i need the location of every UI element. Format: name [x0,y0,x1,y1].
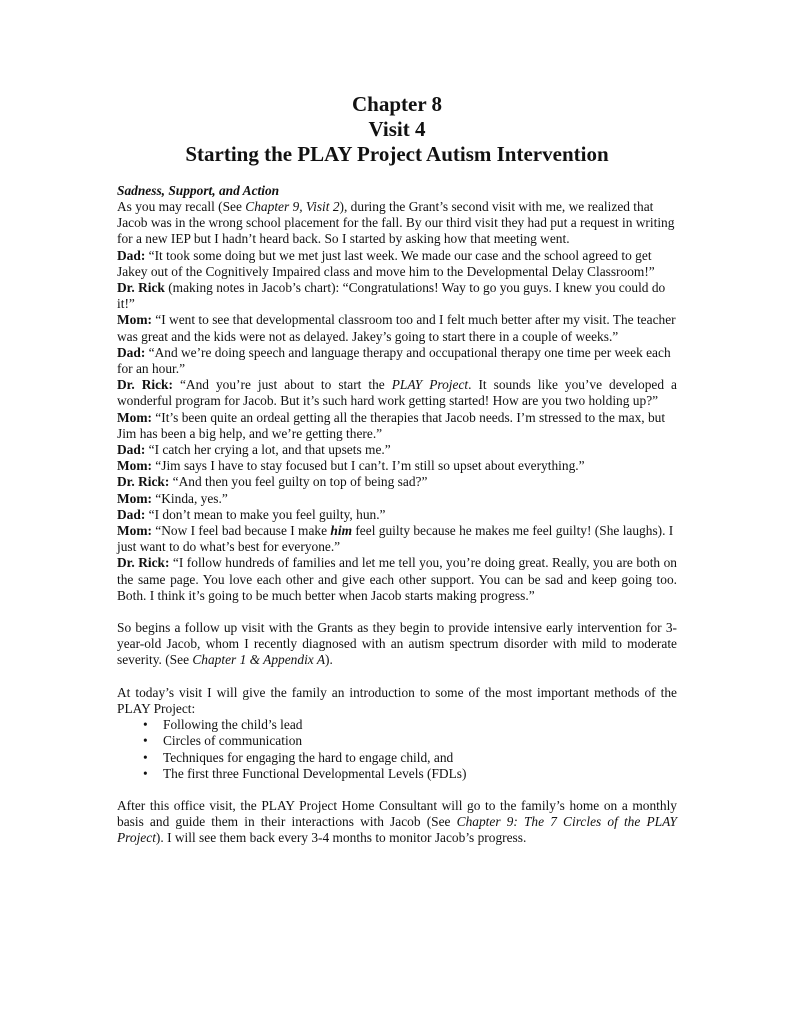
dialogue-line [117,474,677,490]
dialogue-text: “I follow hundreds of families and let me tell you, you’re doing great. Really, you are both on the same page. You love each other and give each other support. You can be sad and keep going too. Both. I think it’s going to be much better when Jacob starts making progress.” [117,555,677,603]
closing-text: After this office visit, the PLAY Project Home Consultant will go to the family’s home on a monthly basis and guide them in their interactions with Jacob (See [117,797,677,830]
list-item [143,766,677,782]
speaker-label: Dad: [117,442,146,458]
dialogue-text: “And you’re just about to start the [172,377,392,393]
intro-text-2: ), during the Grant’s second visit with me, we realized that Jacob was in the wrong school placement for the fall. By our third visit they had put a request in writing for a new IEP but I hadn’t heard back. So I started by asking how that meeting went. [117,199,675,247]
speaker-label: Mom: [117,523,152,539]
list-item [143,733,677,749]
page-title: Starting the PLAY Project Autism Intervention [185,142,609,166]
dialogue-text: “I went to see that developmental classroom too and I felt much better after my visit. The teacher was great and the kids were not as delayed. Jakey’s going to start there in a couple of weeks.” [117,312,676,344]
spacer [117,782,677,798]
speaker-label: Mom: [117,458,152,474]
closing-paragraph [117,798,677,847]
dialogue-line [117,280,677,312]
dialogue-text: “Kinda, yes.” [151,490,228,506]
methods-list [117,717,677,782]
closing-end: ). I will see them back every 3-4 months to monitor Jacob’s progress. [155,830,527,846]
dialogue-line [117,377,677,409]
list-item-text: The first three Functional Developmental Levels (FDLs) [163,765,467,781]
dialogue-text: “I catch her crying a lot, and that upsets me.” [145,442,391,458]
speaker-label: Mom: [117,409,152,425]
dialogue-emphasis: him [330,523,352,539]
dialogue-text: . It sounds like you’ve developed a wonderful program for Jacob. But it’s such hard work getting started! How are you two holding up?” [117,377,677,409]
bullet-icon: • [143,717,148,733]
title-block [117,92,677,167]
visit-heading: Visit 4 [368,117,426,141]
spacer [117,604,677,620]
dialogue-text: “And we’re doing speech and language therapy and occupational therapy one time per week each for an hour.” [117,344,671,377]
dialogue-line [117,410,677,442]
speaker-label: Mom: [117,490,152,506]
speaker-label: Dr. Rick [117,280,165,296]
dialogue-text: “Now I feel bad because I make [151,523,331,539]
dialogue-line [117,312,677,344]
list-item-text: Techniques for engaging the hard to engage child, and [163,749,454,765]
dialogue-line [117,248,677,280]
section-heading: Sadness, Support, and Action [117,183,280,198]
followup-text: So begins a follow up visit with the Grants as they begin to provide intensive early intervention for 3-year-old Jacob, whom I recently diagnosed with an autism spectrum disorder with mild to moderate severity. (See [117,620,677,668]
methods-intro: At today’s visit I will give the family an introduction to some of the most important methods of the PLAY Project: [117,684,677,716]
dialogue-text: feel guilty because he makes me feel guilty! (She laughs). I just want to do what’s best for everyone.” [117,523,674,555]
speaker-label: Dad: [117,506,146,522]
document-page [117,92,677,847]
spacer [117,669,677,685]
speaker-label: Dad: [117,247,146,263]
dialogue-line [117,442,677,458]
speaker-label: Dr. Rick: [117,555,170,571]
dialogue-line [117,458,677,474]
chapter-reference: Chapter 9, Visit 2 [245,199,340,214]
dialogue-line [117,523,677,555]
dialogue-line [117,345,677,377]
dialogue-text: (making notes in Jacob’s chart): “Congratulations! Way to go you guys. I knew you could do it!” [117,280,666,312]
speaker-label: Dad: [117,344,146,360]
dialogue-line [117,555,677,604]
speaker-label: Dr. Rick: [117,474,170,490]
intro-paragraph [117,199,677,248]
dialogue-text: “And then you feel guilty on top of being sad?” [169,474,428,490]
followup-end: ). [325,652,333,668]
list-item [143,717,677,733]
dialogue-text: “It’s been quite an ordeal getting all the therapies that Jacob needs. I’m stressed to the max, but Jim has been a big help, and we’re getting there.” [117,409,666,441]
chapter-reference: Chapter 9: The 7 Circles of the PLAY Project [117,814,677,846]
list-item-text: Following the child’s lead [163,717,303,733]
dialogue-emphasis: PLAY Project [391,377,469,393]
bullet-icon: • [143,749,148,765]
chapter-heading: Chapter 8 [351,92,443,116]
speaker-label: Dr. Rick: [117,377,173,393]
list-item [143,750,677,766]
dialogue-line [117,491,677,507]
speaker-label: Mom: [117,312,152,328]
followup-paragraph [117,620,677,669]
dialogue-text: “Jim says I have to stay focused but I can’t. I’m still so upset about everything.” [151,458,585,474]
dialogue [117,248,677,604]
dialogue-text: “It took some doing but we met just last week. We made our case and the school agreed to get Jakey out of the Cognitively Impaired class and move him to the Developmental Delay Classroom!” [117,247,655,279]
intro-text-1: As you may recall (See [117,199,246,214]
appendix-reference: Chapter 1 & Appendix A [192,652,326,668]
bullet-icon: • [143,765,148,781]
dialogue-line [117,507,677,523]
list-item-text: Circles of communication [163,733,303,749]
dialogue-text: “I don’t mean to make you feel guilty, hun.” [145,506,386,522]
bullet-icon: • [143,733,148,749]
